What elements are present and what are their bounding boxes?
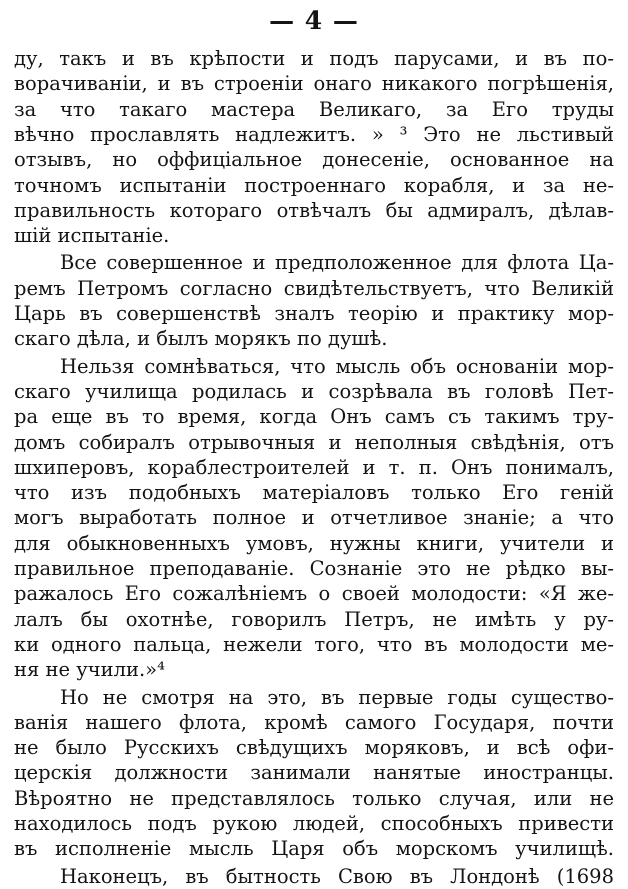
text-line: шій испытаніе. — [14, 224, 170, 248]
text-line: ремъ Петромъ согласно свидѣтельствуетъ, что Великій — [14, 276, 614, 300]
text-line: лалъ бы охотнѣе, говорилъ Петръ, не имѣть у ру- — [14, 607, 614, 631]
text-line: въ исполненіе мысль Царя объ морскомъ училищѣ. — [14, 837, 614, 861]
text-line: ражалось Его сожалѣніемъ о своей молодости: «Я же- — [14, 582, 614, 606]
text-line: вѣчно прославлять надлежитъ. » ³ Это не льстивый — [14, 122, 614, 146]
text-line: шхиперовъ, кораблестроителей и т. п. Онъ понималъ, — [14, 455, 614, 479]
text-line: церскія должности занимали нанятые иностранцы. — [14, 761, 614, 785]
text-line: ворачиваніи, и въ строеніи онаго никакого погрѣшенія, — [14, 72, 614, 96]
text-line: ра еще въ то время, когда Онъ самъ съ такимъ тру- — [14, 405, 614, 429]
text-line: ня не учили.»⁴ — [14, 658, 165, 682]
paragraph-start-line: Нельзя сомнѣваться, что мысль объ основаніи мор- — [60, 354, 614, 378]
paragraph-start-line: Все совершенное и предположенное для флота Ца- — [60, 251, 614, 275]
text-line: ки одного пальца, нежели того, что въ молодости ме- — [14, 632, 614, 656]
paragraph-start-line: Но не смотря на это, въ первые годы существо- — [60, 685, 614, 709]
text-line: для обыкновенныхъ умовъ, нужны книги, учители и — [14, 531, 614, 555]
text-line: Вѣроятно не представлялось только случая, или не — [14, 786, 614, 810]
text-line: могъ выработать полное и отчетливое знаніе; а что — [14, 506, 614, 530]
text-line: за что такаго мастера Великаго, за Его труды — [14, 97, 614, 121]
text-line: правильность котораго отвѣчалъ бы адмиралъ, дѣлав- — [14, 198, 614, 222]
text-line: правильное преподаваніе. Сознаніе это не рѣдко вы- — [14, 557, 614, 580]
text-line: находилось подъ рукою людей, способныхъ привести — [14, 812, 614, 835]
text-line: что изъ подобныхъ матеріаловъ только Его геній — [14, 481, 614, 505]
text-line: ванія нашего флота, кромѣ самого Государя, почти — [14, 710, 614, 734]
text-line: отзывъ, но оффиціальное донесеніе, основанное на — [14, 148, 614, 172]
text-line: скаго дѣла, и былъ морякъ по душѣ. — [14, 327, 388, 351]
text-line: скаго училища родилась и созрѣвала въ головѣ Пет- — [14, 379, 614, 403]
paragraph-start-line: Наконецъ, въ бытность Свою въ Лондонѣ (1698 — [60, 864, 614, 888]
text-line: не было Русскихъ свѣдущихъ моряковъ, и всѣ офи- — [14, 736, 614, 760]
text-line: точномъ испытаніи построеннаго корабля, и за не- — [14, 173, 614, 197]
text-line: ду, такъ и въ крѣпости и подъ парусами, и въ по- — [14, 47, 614, 70]
page-number: — 4 — — [269, 6, 359, 35]
text-line: Царь въ совершенствѣ зналъ теорію и практику мор- — [14, 302, 614, 325]
text-line: домъ собиралъ отрывочныя и неполныя свѣдѣнія, отъ — [14, 430, 614, 454]
